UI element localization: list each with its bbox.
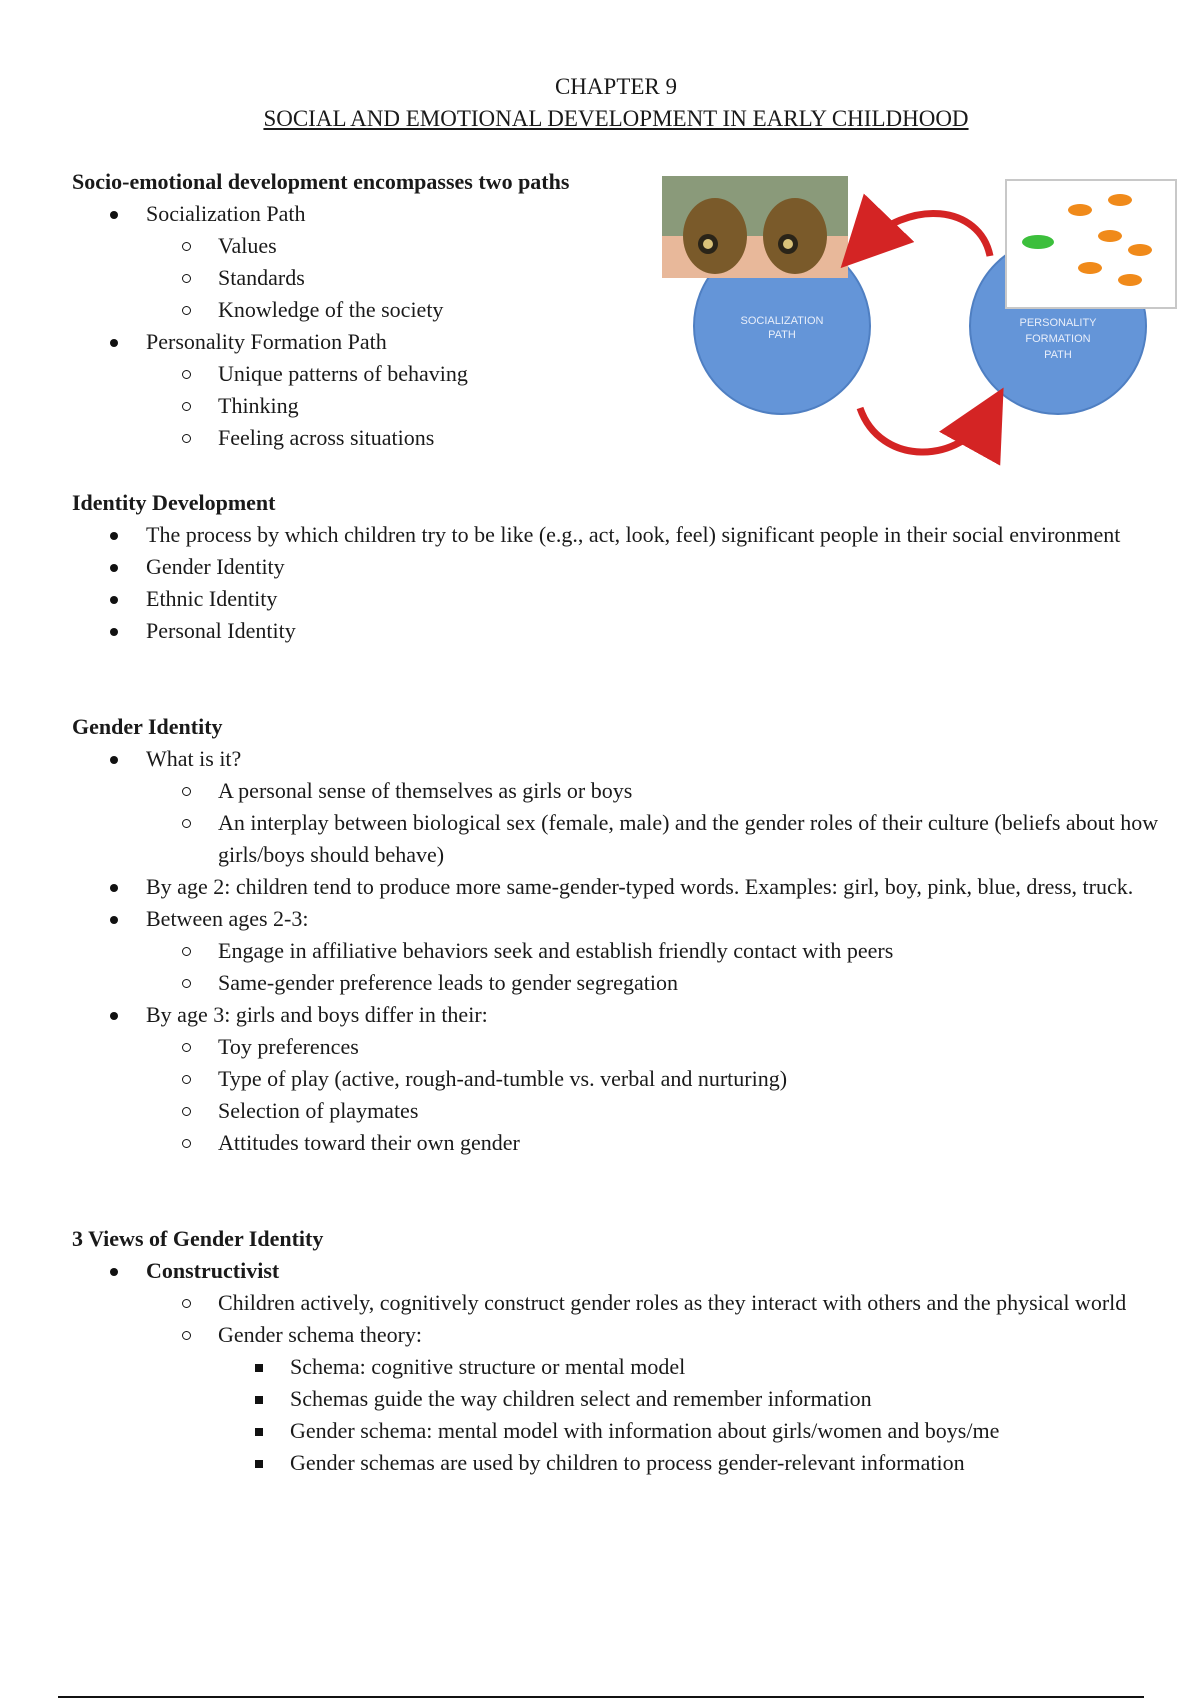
list-item: Thinking — [72, 390, 632, 422]
views-list — [72, 1255, 1172, 1479]
list-item: Ethnic Identity — [72, 583, 1172, 615]
section-heading: 3 Views of Gender Identity — [72, 1226, 324, 1251]
section-gender-identity — [72, 711, 1172, 1159]
list-item: By age 3: girls and boys differ in their: — [72, 999, 1172, 1031]
section-three-views — [72, 1223, 1172, 1479]
list-item: Schema: cognitive structure or mental model — [72, 1351, 1172, 1383]
identity-list — [72, 519, 1172, 647]
list-item: Toy preferences — [72, 1031, 1172, 1063]
top-arrow-icon — [860, 213, 990, 256]
section-heading: Socio-emotional development encompasses two paths — [72, 169, 570, 194]
gender-identity-list — [72, 743, 1172, 1159]
list-item: Selection of playmates — [72, 1095, 1172, 1127]
list-item: Gender Identity — [72, 551, 1172, 583]
list-item: What is it? — [72, 743, 1172, 775]
chapter-title: SOCIAL AND EMOTIONAL DEVELOPMENT IN EARLY CHILDHOOD — [263, 106, 969, 131]
page-divider — [58, 1696, 1144, 1698]
list-item: By age 2: children tend to produce more same-gender-typed words. Examples: girl, boy, pink, blue, dress, truck. — [72, 871, 1172, 903]
list-item: Attitudes toward their own gender — [72, 1127, 1172, 1159]
list-item: Type of play (active, rough-and-tumble vs. verbal and nurturing) — [72, 1063, 1172, 1095]
list-item: Feeling across situations — [72, 422, 632, 454]
list-item: Personality Formation Path — [72, 326, 632, 358]
section-two-paths — [72, 166, 632, 454]
list-item: Children actively, cognitively construct gender roles as they interact with others and the physical world — [72, 1287, 1172, 1319]
paths-diagram — [660, 176, 1180, 466]
list-item: Socialization Path — [72, 198, 632, 230]
list-item: Between ages 2-3: — [72, 903, 1172, 935]
list-item: Personal Identity — [72, 615, 1172, 647]
list-item: Gender schemas are used by children to process gender-relevant information — [72, 1447, 1172, 1479]
list-item: Schemas guide the way children select and remember information — [72, 1383, 1172, 1415]
socialization-label: PATH — [768, 329, 796, 341]
personality-label: PATH — [1044, 349, 1072, 361]
list-item: Unique patterns of behaving — [72, 358, 632, 390]
section-heading: Gender Identity — [72, 714, 223, 739]
bottom-arrow-icon — [860, 408, 990, 452]
list-item: A personal sense of themselves as girls or boys — [72, 775, 1172, 807]
list-item: Same-gender preference leads to gender segregation — [72, 967, 1172, 999]
goldfish-image — [1006, 180, 1176, 308]
section-heading: Identity Development — [72, 490, 276, 515]
list-item: Standards — [72, 262, 632, 294]
personality-label: FORMATION — [1025, 333, 1091, 345]
list-item: The process by which children try to be like (e.g., act, look, feel) significant people in their social environment — [72, 519, 1172, 551]
chapter-number: CHAPTER 9 — [554, 74, 678, 99]
section-identity-development — [72, 487, 1172, 647]
butterfly-image — [662, 176, 848, 278]
paths-list — [72, 198, 632, 454]
list-item: Gender schema theory: — [72, 1319, 1172, 1351]
list-item: Values — [72, 230, 632, 262]
list-item: Knowledge of the society — [72, 294, 632, 326]
list-item: An interplay between biological sex (female, male) and the gender roles of their culture (beliefs about how girls/boys should behave) — [72, 807, 1172, 871]
list-item: Gender schema: mental model with information about girls/women and boys/me — [72, 1415, 1172, 1447]
list-item: Constructivist — [72, 1255, 1172, 1287]
socialization-label: SOCIALIZATION — [740, 315, 824, 327]
list-item: Engage in affiliative behaviors seek and establish friendly contact with peers — [72, 935, 1172, 967]
personality-label: PERSONALITY — [1019, 317, 1097, 329]
